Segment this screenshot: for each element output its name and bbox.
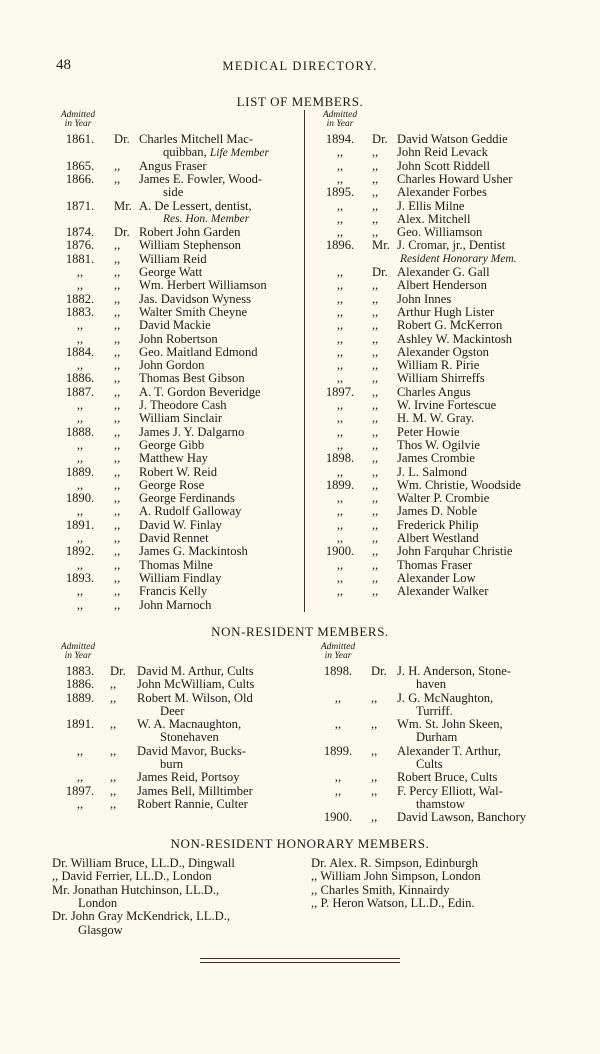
admission-year: 1890.	[65, 491, 95, 506]
title-prefix: ,,	[372, 198, 379, 213]
title-prefix: ,,	[372, 544, 379, 559]
admission-year: 1897.	[65, 783, 95, 798]
member-name: Robert W. Reid	[139, 464, 218, 479]
honorary-member-line: Glasgow	[78, 922, 123, 937]
admission-year: ,,	[334, 770, 342, 785]
member-name: John Marnoch	[139, 597, 212, 612]
admission-year: 1882.	[65, 291, 95, 306]
member-name-continued: Turriff.	[416, 703, 453, 718]
member-name: George Gibb	[139, 437, 205, 452]
title-prefix: ,,	[110, 797, 117, 811]
admission-year: ,,	[76, 797, 84, 811]
admission-year: ,,	[336, 225, 344, 240]
admission-year: ,,	[334, 690, 342, 705]
honorary-member-line: ,, William John Simpson, London	[311, 869, 481, 884]
member-name: J. H. Anderson, Stone-	[397, 664, 512, 678]
title-prefix: ,,	[372, 411, 379, 426]
admission-year: ,,	[76, 504, 84, 519]
title-prefix: ,,	[114, 265, 121, 279]
member-name: Alexander Low	[397, 570, 476, 585]
title-prefix: Mr.	[114, 198, 132, 213]
admission-year: 1898.	[323, 664, 353, 678]
member-name: Alex. Mitchell	[397, 211, 471, 226]
title-prefix: ,,	[372, 278, 379, 293]
member-name: J. Theodore Cash	[139, 398, 227, 412]
member-name: J. L. Salmond	[397, 464, 467, 479]
member-name: David Rennet	[139, 531, 209, 545]
member-name: W. Irvine Fortescue	[397, 398, 497, 412]
member-name: William Findlay	[139, 570, 222, 585]
title-prefix: ,,	[114, 238, 121, 253]
title-prefix: ,,	[110, 743, 117, 758]
member-name-continued: burn	[160, 757, 184, 772]
title-prefix: ,,	[114, 371, 121, 386]
title-prefix: ,,	[110, 717, 117, 732]
title-prefix: ,,	[372, 477, 379, 492]
member-name-continued: haven	[416, 677, 447, 692]
members-heading: LIST OF MEMBERS.	[236, 94, 364, 109]
title-prefix: ,,	[372, 331, 379, 346]
member-name: J. G. McNaughton,	[397, 690, 494, 705]
title-prefix: ,,	[372, 211, 379, 226]
admission-year: ,,	[336, 304, 344, 319]
title-prefix: ,,	[372, 517, 379, 532]
admission-year: ,,	[76, 597, 84, 612]
title-prefix: ,,	[110, 677, 117, 692]
admission-year: ,,	[336, 531, 344, 545]
member-name: W. A. Macnaughton,	[137, 717, 242, 732]
member-name: F. Percy Elliott, Wal-	[397, 783, 503, 798]
admission-year: 1895.	[325, 185, 355, 200]
member-name: Alexander Ogston	[397, 344, 489, 359]
member-name: David M. Arthur, Cults	[137, 664, 254, 678]
title-prefix: ,,	[372, 504, 379, 519]
title-prefix: ,,	[114, 437, 121, 452]
member-name: Francis Kelly	[139, 584, 208, 599]
admission-year: ,,	[336, 291, 344, 306]
title-prefix: ,,	[372, 557, 379, 572]
member-name: James Bell, Milltimber	[137, 783, 253, 798]
member-name: James Crombie	[397, 451, 475, 466]
member-name: David Watson Geddie	[397, 132, 508, 146]
admission-year: ,,	[336, 278, 344, 293]
admission-year: 1888.	[65, 424, 95, 439]
admission-year: 1897.	[325, 384, 355, 399]
title-prefix: ,,	[114, 451, 121, 466]
honorary-member-line: ,, P. Heron Watson, LL.D., Edin.	[311, 895, 475, 910]
title-prefix: ,,	[372, 570, 379, 585]
admission-year: 1889.	[65, 690, 95, 705]
member-name: James J. Y. Dalgarno	[139, 424, 245, 439]
member-name: Arthur Hugh Lister	[397, 304, 495, 319]
admission-year: ,,	[336, 358, 344, 373]
title-prefix: ,,	[110, 690, 117, 705]
member-name: James Reid, Portsoy	[137, 770, 240, 785]
title-prefix: ,,	[114, 517, 121, 532]
title-prefix: Dr.	[371, 664, 387, 678]
title-prefix: ,,	[114, 251, 121, 266]
member-name: Alexander Forbes	[397, 185, 487, 200]
admission-year: ,,	[76, 278, 84, 293]
member-name-continued: Durham	[416, 730, 458, 745]
admission-year: ,,	[76, 451, 84, 466]
member-name-continued: side	[163, 185, 184, 200]
admission-year: 1891.	[65, 717, 95, 732]
title-prefix: ,,	[372, 424, 379, 439]
admission-year: ,,	[336, 584, 344, 599]
admission-year: ,,	[76, 331, 84, 346]
member-name: J. Ellis Milne	[397, 198, 465, 213]
admission-year: 1900.	[323, 810, 353, 825]
title-prefix: ,,	[114, 358, 121, 373]
member-name: Thomas Best Gibson	[139, 371, 245, 386]
member-name: Geo. Maitland Edmond	[139, 344, 258, 359]
member-name: Robert G. McKerron	[397, 318, 503, 333]
title-prefix: ,,	[372, 464, 379, 479]
member-name: William Sinclair	[139, 411, 223, 426]
admission-year: ,,	[336, 411, 344, 426]
admission-year: ,,	[336, 344, 344, 359]
column-divider	[304, 110, 305, 612]
member-name: A. T. Gordon Beveridge	[139, 384, 261, 399]
member-name: Peter Howie	[397, 424, 460, 439]
title-prefix: ,,	[371, 783, 378, 798]
honorary-member-line: ,, Charles Smith, Kinnairdy	[311, 882, 450, 897]
admission-year: ,,	[76, 743, 84, 758]
title-prefix: ,,	[114, 557, 121, 572]
title-prefix: ,,	[372, 531, 379, 545]
honorary-member-line: Dr. John Gray McKendrick, LL.D.,	[52, 909, 231, 924]
admission-year: 1889.	[65, 464, 95, 479]
admission-year: ,,	[76, 770, 84, 785]
member-name: John McWilliam, Cults	[137, 677, 255, 692]
admission-year: ,,	[336, 424, 344, 439]
title-prefix: ,,	[371, 770, 378, 785]
member-name: William Shirreffs	[397, 371, 485, 386]
admission-year: 1865.	[65, 158, 95, 173]
admission-year: ,,	[336, 570, 344, 585]
admission-year: ,,	[336, 504, 344, 519]
title-prefix: ,,	[114, 344, 121, 359]
member-name: Thos W. Ogilvie	[397, 437, 480, 452]
title-prefix: Dr.	[372, 265, 388, 279]
member-name-continued: Deer	[160, 703, 185, 718]
title-prefix: ,,	[372, 171, 379, 186]
title-prefix: ,,	[114, 531, 121, 545]
closing-rule-bottom	[200, 962, 400, 963]
admission-year: 1886.	[65, 677, 95, 692]
admission-year: ,,	[76, 557, 84, 572]
title-prefix: ,,	[110, 770, 117, 785]
member-name: George Rose	[139, 477, 205, 492]
member-name: Robert John Garden	[139, 225, 241, 240]
member-name: Alexander Walker	[397, 584, 489, 599]
page-number: 48	[56, 57, 71, 73]
admission-year: ,,	[76, 318, 84, 333]
member-name: Robert Rannie, Culter	[137, 797, 248, 811]
admission-year: ,,	[336, 211, 344, 226]
member-name: Charles Angus	[397, 384, 471, 399]
title-prefix: ,,	[372, 158, 379, 173]
title-prefix: ,,	[372, 491, 379, 506]
admission-year: ,,	[336, 371, 344, 386]
member-name: Jas. Davidson Wyness	[139, 291, 251, 306]
member-name-continued: thamstow	[416, 796, 465, 811]
title-prefix: ,,	[371, 810, 378, 825]
admission-year: ,,	[76, 411, 84, 426]
admission-year: 1881.	[65, 251, 95, 266]
admission-year: 1887.	[65, 384, 95, 399]
admission-year: 1886.	[65, 371, 95, 386]
title-prefix: ,,	[372, 291, 379, 306]
non-resident-heading: NON-RESIDENT MEMBERS.	[211, 624, 389, 639]
member-name: David Lawson, Banchory	[397, 810, 527, 825]
member-name: Angus Fraser	[139, 158, 207, 173]
title-prefix: ,,	[372, 344, 379, 359]
admission-year: 1883.	[65, 664, 95, 678]
admission-year: 1884.	[65, 344, 95, 359]
member-name: William Stephenson	[139, 238, 241, 253]
title-prefix: Dr.	[114, 132, 130, 146]
title-prefix: ,,	[114, 597, 121, 612]
title-prefix: ,,	[114, 171, 121, 186]
member-name: Charles Mitchell Mac-	[139, 132, 254, 146]
nr-admitted-label-left: Admitted in Year	[60, 642, 96, 661]
title-prefix: ,,	[114, 384, 121, 399]
member-name: John Robertson	[139, 331, 218, 346]
admission-year: ,,	[336, 398, 344, 412]
title-prefix: ,,	[114, 464, 121, 479]
admission-year: ,,	[336, 517, 344, 532]
member-name-continued: Stonehaven	[160, 730, 219, 745]
member-name: Wm. St. John Skeen,	[397, 717, 503, 732]
title-prefix: ,,	[372, 437, 379, 452]
member-name-continued: Resident Honorary Mem.	[400, 252, 517, 265]
title-prefix: ,,	[372, 398, 379, 412]
title-prefix: ,,	[372, 358, 379, 373]
title-prefix: ,,	[114, 278, 121, 293]
admission-year: 1874.	[65, 225, 95, 240]
admission-year: 1871.	[65, 198, 95, 213]
title-prefix: ,,	[114, 304, 121, 319]
title-prefix: ,,	[114, 491, 121, 506]
member-name: David W. Finlay	[139, 517, 222, 532]
admission-year: 1900.	[325, 544, 355, 559]
member-name: Alexander T. Arthur,	[397, 743, 501, 758]
title-prefix: ,,	[114, 331, 121, 346]
honorary-member-line: ,, David Ferrier, LL.D., London	[52, 869, 212, 884]
title-prefix: Dr.	[110, 664, 126, 678]
nr-admitted-label-right: Admitted in Year	[320, 642, 356, 661]
admission-year: ,,	[336, 265, 344, 279]
honorary-member-line: London	[78, 895, 118, 910]
title-prefix: ,,	[114, 158, 121, 173]
admission-year: 1866.	[65, 171, 95, 186]
title-prefix: ,,	[114, 504, 121, 519]
title-prefix: ,,	[114, 291, 121, 306]
member-name: James G. Mackintosh	[139, 544, 248, 559]
title-prefix: Dr.	[114, 225, 130, 240]
title-prefix: ,,	[114, 398, 121, 412]
admission-year: ,,	[336, 198, 344, 213]
admission-year: 1899.	[325, 477, 355, 492]
member-name-continued: quibban, Life Member	[163, 145, 269, 160]
honorary-member-line: Dr. Alex. R. Simpson, Edinburgh	[311, 856, 478, 870]
title-prefix: Dr.	[372, 132, 388, 146]
title-prefix: ,,	[114, 477, 121, 492]
admission-year: 1861.	[65, 132, 95, 146]
honorary-member-line: Mr. Jonathan Hutchinson, LL.D.,	[52, 882, 220, 897]
title-prefix: ,,	[110, 783, 117, 798]
title-prefix: ,,	[371, 743, 378, 758]
member-name: Thomas Milne	[139, 557, 213, 572]
member-name: John Farquhar Christie	[397, 544, 513, 559]
title-prefix: ,,	[371, 717, 378, 732]
admission-year: 1891.	[65, 517, 95, 532]
admission-year: ,,	[76, 265, 84, 279]
member-name: John Gordon	[139, 358, 205, 373]
member-name: Albert Westland	[397, 531, 479, 545]
honorary-heading: NON-RESIDENT HONORARY MEMBERS.	[170, 836, 430, 851]
member-name: Frederick Philip	[397, 517, 479, 532]
admitted-label-right: Admitted in Year	[322, 110, 358, 129]
title-prefix: ,,	[114, 544, 121, 559]
closing-rule-top	[200, 958, 400, 959]
admission-year: ,,	[336, 491, 344, 506]
admission-year: ,,	[336, 145, 344, 160]
member-name: William R. Pirie	[397, 358, 480, 373]
admission-year: 1883.	[65, 304, 95, 319]
admission-year: 1899.	[323, 743, 353, 758]
title-prefix: ,,	[114, 411, 121, 426]
title-prefix: ,,	[372, 185, 379, 200]
member-name: Robert Bruce, Cults	[397, 770, 498, 785]
member-name: Geo. Williamson	[397, 225, 483, 240]
admission-year: 1892.	[65, 544, 95, 559]
member-name: James D. Noble	[397, 504, 478, 519]
member-name: David Mavor, Bucks-	[137, 743, 246, 758]
title-prefix: ,,	[372, 584, 379, 599]
member-name: William Reid	[139, 251, 207, 266]
admission-year: ,,	[76, 531, 84, 545]
admission-year: ,,	[76, 437, 84, 452]
member-name: Robert M. Wilson, Old	[137, 690, 253, 705]
title-prefix: ,,	[114, 424, 121, 439]
member-name: George Watt	[139, 265, 203, 279]
admission-year: ,,	[334, 783, 342, 798]
member-name: David Mackie	[139, 318, 211, 333]
member-name: John Innes	[397, 291, 452, 306]
admission-year: 1893.	[65, 570, 95, 585]
admission-year: ,,	[76, 398, 84, 412]
title-prefix: ,,	[372, 304, 379, 319]
title-prefix: Mr.	[372, 238, 390, 253]
member-name: A. Rudolf Galloway	[139, 504, 242, 519]
member-name: H. M. W. Gray.	[397, 411, 475, 426]
member-name: J. Cromar, jr., Dentist	[397, 238, 506, 253]
member-name: John Reid Levack	[397, 145, 488, 160]
member-name-continued: Cults	[416, 757, 443, 772]
admission-year: ,,	[334, 717, 342, 732]
member-name: Matthew Hay	[139, 451, 208, 466]
member-name-continued: Res. Hon. Member	[163, 212, 250, 225]
member-name: Charles Howard Usher	[397, 171, 513, 186]
admission-year: ,,	[76, 358, 84, 373]
member-name: Wm. Herbert Williamson	[139, 278, 267, 293]
admission-year: ,,	[76, 584, 84, 599]
admission-year: ,,	[76, 477, 84, 492]
member-name: A. De Lessert, dentist,	[139, 198, 252, 213]
member-name: Walter Smith Cheyne	[139, 304, 248, 319]
member-name: George Ferdinands	[139, 491, 235, 506]
title-prefix: ,,	[372, 145, 379, 160]
member-name: John Scott Riddell	[397, 158, 491, 173]
title-prefix: ,,	[114, 570, 121, 585]
title-prefix: ,,	[372, 225, 379, 240]
title-prefix: ,,	[372, 384, 379, 399]
title-prefix: ,,	[372, 371, 379, 386]
admission-year: 1876.	[65, 238, 95, 253]
title-prefix: ,,	[372, 318, 379, 333]
member-name: Ashley W. Mackintosh	[397, 331, 513, 346]
member-name: Thomas Fraser	[397, 557, 473, 572]
member-name: Albert Henderson	[397, 278, 487, 293]
member-name: Wm. Christie, Woodside	[397, 477, 521, 492]
admission-year: ,,	[336, 557, 344, 572]
honorary-member-line: Dr. William Bruce, LL.D., Dingwall	[52, 856, 235, 870]
admission-year: ,,	[336, 464, 344, 479]
admission-year: 1894.	[325, 132, 355, 146]
member-name: Alexander G. Gall	[397, 265, 490, 279]
title-prefix: ,,	[372, 451, 379, 466]
admission-year: ,,	[336, 437, 344, 452]
admission-year: 1898.	[325, 451, 355, 466]
admission-year: 1896.	[325, 238, 355, 253]
admission-year: ,,	[336, 171, 344, 186]
title-prefix: ,,	[371, 690, 378, 705]
admission-year: ,,	[336, 318, 344, 333]
page-title: MEDICAL DIRECTORY.	[222, 59, 378, 73]
title-prefix: ,,	[114, 584, 121, 599]
member-name: James E. Fowler, Wood-	[139, 171, 263, 186]
admission-year: ,,	[336, 158, 344, 173]
member-name: Walter P. Crombie	[397, 491, 490, 506]
admitted-label-left: Admitted in Year	[60, 110, 96, 129]
title-prefix: ,,	[114, 318, 121, 333]
admission-year: ,,	[336, 331, 344, 346]
